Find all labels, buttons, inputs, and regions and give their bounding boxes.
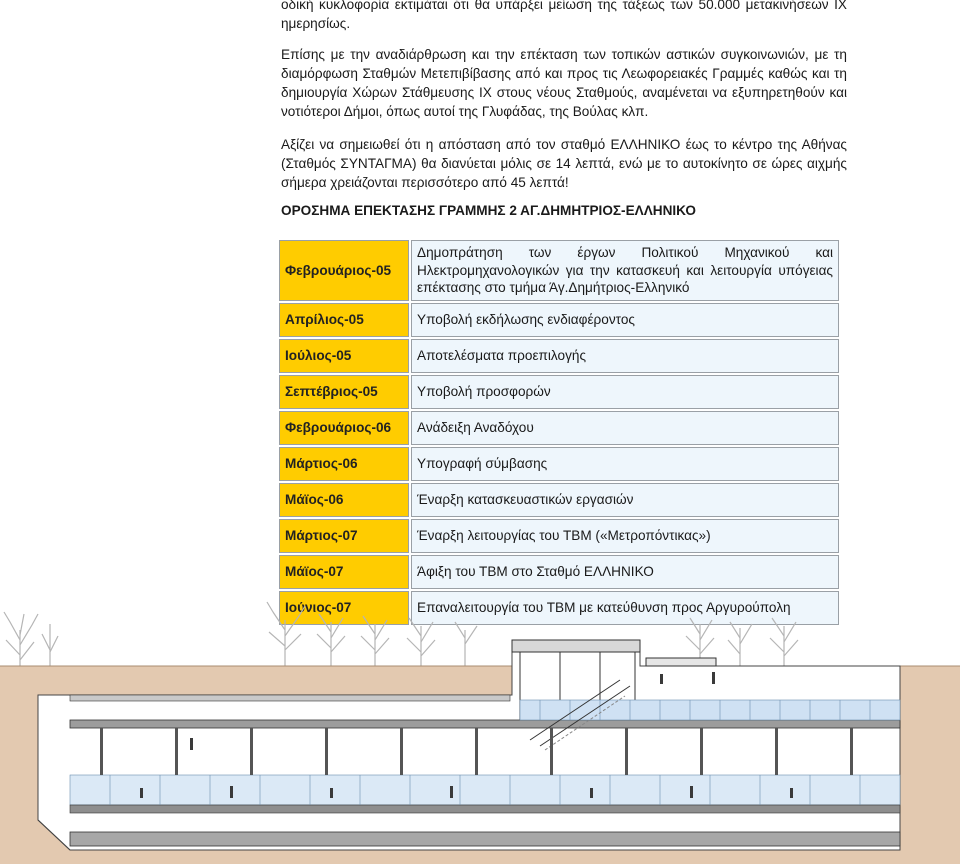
table-row [279, 555, 839, 589]
milestone-date: Μάρτιος-06 [279, 447, 409, 481]
milestone-task: Έναρξη κατασκευαστικών εργασιών [411, 483, 839, 517]
table-row [279, 303, 839, 337]
milestone-date: Φεβρουάριος-06 [279, 411, 409, 445]
table-row [279, 375, 839, 409]
milestone-date: Μάϊος-07 [279, 555, 409, 589]
milestone-task: Υπογραφή σύμβασης [411, 447, 839, 481]
milestone-date: Σεπτέβριος-05 [279, 375, 409, 409]
milestone-task: Υποβολή εκδήλωσης ενδιαφέροντος [411, 303, 839, 337]
milestone-date: Ιούλιος-05 [279, 339, 409, 373]
milestones-table [277, 238, 841, 627]
intro-paragraph-1: οδική κυκλοφορία εκτιμάται ότι θα υπάρξει μείωση της τάξεως των 50.000 μετακινήσεων ΙΧ ημερησίως. [281, 0, 847, 31]
milestone-date: Φεβρουάριος-05 [279, 240, 409, 301]
milestone-date: Ιούνιος-07 [279, 591, 409, 625]
milestone-task: Άφιξη του ΤΒΜ στο Σταθμό ΕΛΛΗΝΙΚΟ [411, 555, 839, 589]
table-row [279, 447, 839, 481]
table-row [279, 240, 839, 301]
table-row [279, 411, 839, 445]
milestone-date: Μάρτιος-07 [279, 519, 409, 553]
milestone-task: Αποτελέσματα προεπιλογής [411, 339, 839, 373]
milestone-task: Έναρξη λειτουργίας του ΤΒΜ («Μετροπόντικας») [411, 519, 839, 553]
milestone-date: Απρίλιος-05 [279, 303, 409, 337]
milestones-heading: ΟΡΟΣΗΜΑ ΕΠΕΚΤΑΣΗΣ ΓΡΑΜΜΗΣ 2 ΑΓ.ΔΗΜΗΤΡΙΟΣ-ΕΛΛΗΝΙΚΟ [281, 203, 696, 218]
table-row [279, 339, 839, 373]
milestone-task: Ανάδειξη Αναδόχου [411, 411, 839, 445]
milestone-task: Υποβολή προσφορών [411, 375, 839, 409]
station-cross-section-drawing [0, 600, 960, 864]
milestone-date: Μάϊος-06 [279, 483, 409, 517]
milestone-task: Δημοπράτηση των έργων Πολιτικού Μηχανικού και Ηλεκτρομηχανολογικών για την κατασκευή και λειτουργία υπόγειας επέκτασης στο τμήμα Άγ.Δημήτριος-Ελληνικό [411, 240, 839, 301]
milestone-task: Επαναλειτουργία του ΤΒΜ με κατεύθυνση προς Αργυρούπολη [411, 591, 839, 625]
intro-paragraph-3: Αξίζει να σημειωθεί ότι η απόσταση από τον σταθμό ΕΛΛΗΝΙΚΟ έως το κέντρο της Αθήνας (Σταθμός ΣΥΝΤΑΓΜΑ) θα διανύεται μόλις σε 14 λεπτά, ενώ με το αυτοκίνητο σε ώρες αιχμής σήμερα χρειάζονται περισσότερο από 45 λεπτά! [281, 137, 847, 190]
table-row [279, 483, 839, 517]
intro-paragraph-2: Επίσης με την αναδιάρθρωση και την επέκταση των τοπικών αστικών συγκοινωνιών, με τη διαμόρφωση Σταθμών Μετεπιβίβασης από και προς τις Λεωφορειακές Γραμμές καθώς και τη δημιουργία Χώρων Στάθμευσης ΙΧ στους νέους Σταθμούς, αναμένεται να εξυπηρετηθούν και νοτιότεροι Δήμοι, όπως αυτοί της Γλυφάδας, της Βούλας κλπ. [281, 47, 847, 119]
table-row [279, 519, 839, 553]
